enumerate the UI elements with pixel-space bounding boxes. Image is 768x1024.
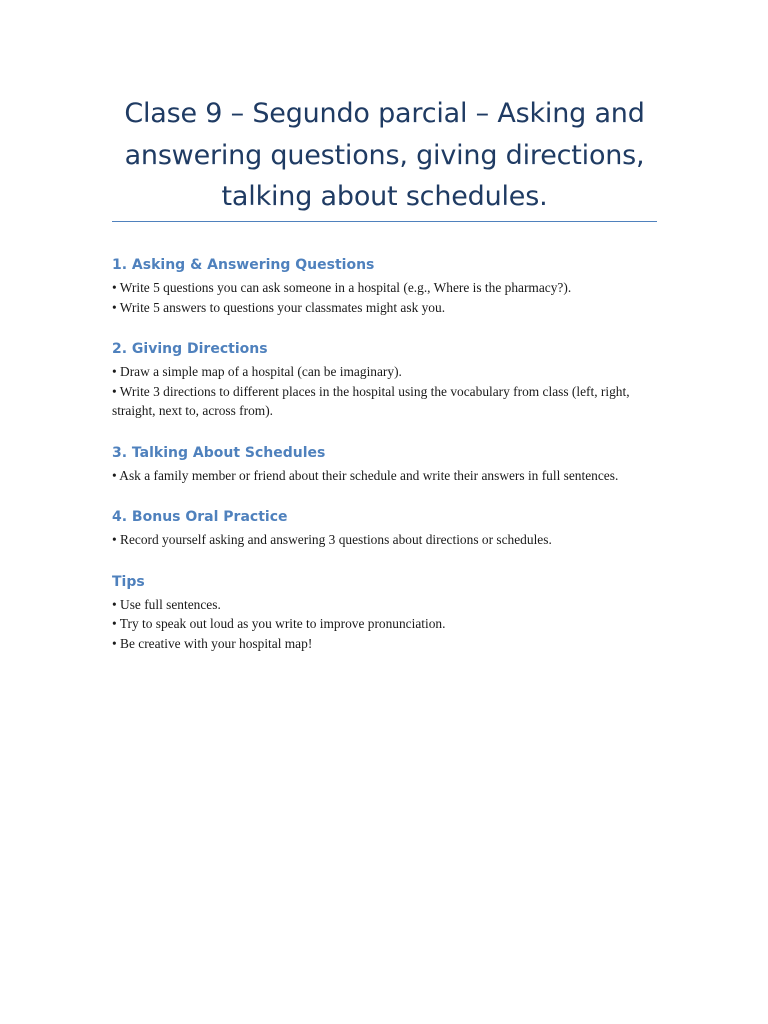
section-heading: 3. Talking About Schedules	[112, 444, 326, 461]
section-heading: Tips	[112, 573, 145, 590]
list-item: • Write 5 questions you can ask someone in a hospital (e.g., Where is the pharmacy?).	[112, 280, 572, 295]
title-divider	[112, 221, 657, 222]
section-bonus-oral-practice	[112, 506, 657, 550]
section-heading: 2. Giving Directions	[112, 341, 268, 357]
list-item: • Use full sentences.	[112, 596, 221, 612]
document-body	[112, 254, 657, 674]
list-item: • Draw a simple map of a hospital (can be imaginary).	[112, 364, 402, 379]
section-heading: 1. Asking & Answering Questions	[112, 257, 375, 273]
section-giving-directions	[112, 338, 657, 421]
page-title: Clase 9 – Segundo parcial – Asking and answering questions, giving directions, talking about schedules.	[124, 98, 645, 212]
section-asking-answering-questions	[112, 254, 657, 317]
section-heading: 4. Bonus Oral Practice	[112, 509, 288, 525]
list-item: • Record yourself asking and answering 3 questions about directions or schedules.	[112, 532, 552, 547]
list-item: • Be creative with your hospital map!	[112, 635, 313, 651]
section-tips	[112, 571, 657, 654]
list-item: • Try to speak out loud as you write to improve pronunciation.	[112, 616, 446, 631]
list-item: • Write 5 answers to questions your classmates might ask you.	[112, 299, 446, 315]
list-item: • Write 3 directions to different places in the hospital using the vocabulary from class (left, right, straight, next to, across from).	[112, 383, 630, 418]
list-item: • Ask a family member or friend about their schedule and write their answers in full sentences.	[112, 467, 619, 483]
section-talking-about-schedules	[112, 442, 657, 486]
